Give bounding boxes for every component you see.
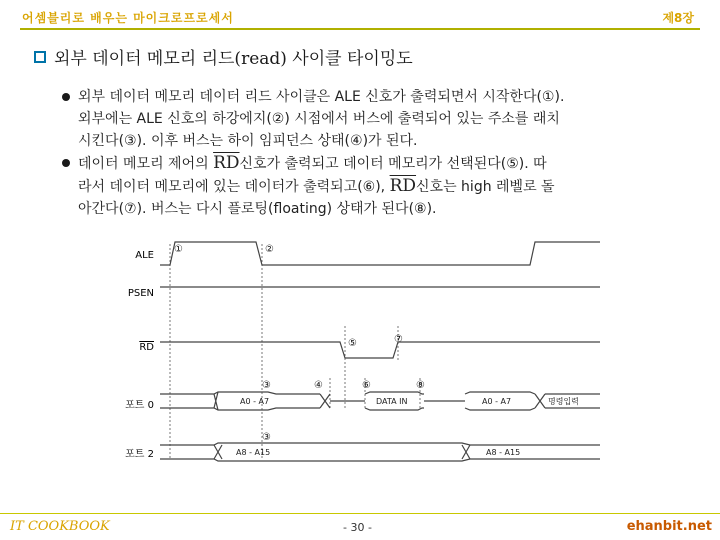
port0-x-5 [535, 394, 545, 408]
bullet-item-1 [62, 86, 704, 152]
bus-label-port2-addr2: A8 - A15 [486, 448, 521, 457]
bullet-2-text-a: 데이터 메모리 제어의 [78, 156, 214, 172]
slide-title: 외부 데이터 메모리 리드(read) 사이클 타이밍도 [54, 49, 413, 69]
port2-x-2 [462, 445, 470, 459]
port0-x-2 [320, 394, 330, 408]
bullet-2-text-d: 신호는 high 레벨로 돌 [416, 179, 555, 195]
footer-rule [0, 513, 720, 514]
port0-data-bottom [365, 408, 424, 410]
marker-3: ③ [262, 380, 271, 391]
bus-label-port0-addr2: A0 - A7 [482, 397, 512, 406]
port0-x-1 [214, 392, 218, 410]
bus-label-port2-addr: A8 - A15 [236, 448, 271, 457]
chapter-label: 제8장 [662, 11, 694, 25]
bullet-2-text-b: 신호가 출력되고 데이터 메모리가 선택된다(⑤). 따 [239, 156, 547, 172]
ale-waveform [160, 242, 600, 265]
bus-label-port0-instr: 명령입력 [548, 397, 579, 406]
bullet-1-line-1: 외부 데이터 메모리 데이터 리드 사이클은 ALE 신호가 출력되면서 시작한다(①). [78, 89, 565, 105]
signal-label-port2: 포트 2 [125, 449, 154, 460]
rd-signal-symbol: $\overline{RD}$ [213, 153, 240, 173]
signal-label-psen: PSEN [127, 288, 154, 299]
signal-label-port0: 포트 0 [125, 400, 154, 411]
marker-7: ⑦ [394, 334, 403, 345]
marker-4: ④ [314, 380, 323, 391]
bullet-2-line-2 [78, 175, 704, 198]
bullet-dot-icon [62, 93, 70, 101]
marker-1: ① [174, 244, 183, 255]
bullet-dot-icon [62, 159, 70, 167]
bullet-2-line-1 [78, 152, 704, 175]
signal-label-rd: RD [139, 342, 154, 353]
checkbox-bullet-icon [34, 51, 46, 63]
footer-site-link[interactable]: ehanbit.net [626, 519, 712, 534]
marker-2: ② [265, 244, 274, 255]
marker-5: ⑤ [348, 338, 357, 349]
rd-waveform [160, 342, 600, 358]
book-title: 어셈블리로 배우는 마이크로프로세서 [22, 11, 234, 25]
marker-6: ⑥ [362, 380, 371, 391]
marker-3b: ③ [262, 432, 271, 443]
port2-bus-bottom [160, 459, 600, 461]
bus-label-port0-addr: A0 - A7 [240, 397, 270, 406]
header-rule [20, 28, 700, 30]
bullet-2-line-3: 아간다(⑦). 버스는 다시 플로팅(floating) 상태가 된다(⑧). [78, 201, 437, 217]
signal-label-ale: ALE [135, 250, 154, 261]
port0-data-top [365, 392, 424, 394]
bullet-1-line-3: 시킨다(③). 이후 버스는 하이 임피던스 상태(④)가 된다. [78, 133, 418, 149]
port2-x-1 [214, 445, 222, 459]
port0-addr2-top [465, 392, 535, 394]
port0-addr2-bottom [465, 408, 535, 410]
bus-label-port0-data: DATA IN [376, 397, 408, 406]
port0-bus-top [160, 392, 320, 394]
bullet-2-text-c: 라서 데이터 메모리에 있는 데이터가 출력되고(⑥), [78, 179, 390, 195]
marker-8: ⑧ [416, 380, 425, 391]
page-number: - 30 - [343, 521, 372, 534]
rd-signal-symbol: $\overline{RD}$ [389, 176, 417, 196]
slide-title-row [34, 44, 413, 69]
footer-series: IT COOKBOOK [10, 519, 110, 534]
bullet-1-line-2: 외부에는 ALE 신호의 하강에지(②) 시점에서 버스에 출력되어 있는 주소를 래치 [78, 111, 560, 127]
bullet-item-2 [62, 152, 704, 220]
port0-bus-bottom [160, 408, 320, 410]
port2-bus-top [160, 443, 600, 445]
bullet-list [62, 86, 704, 220]
